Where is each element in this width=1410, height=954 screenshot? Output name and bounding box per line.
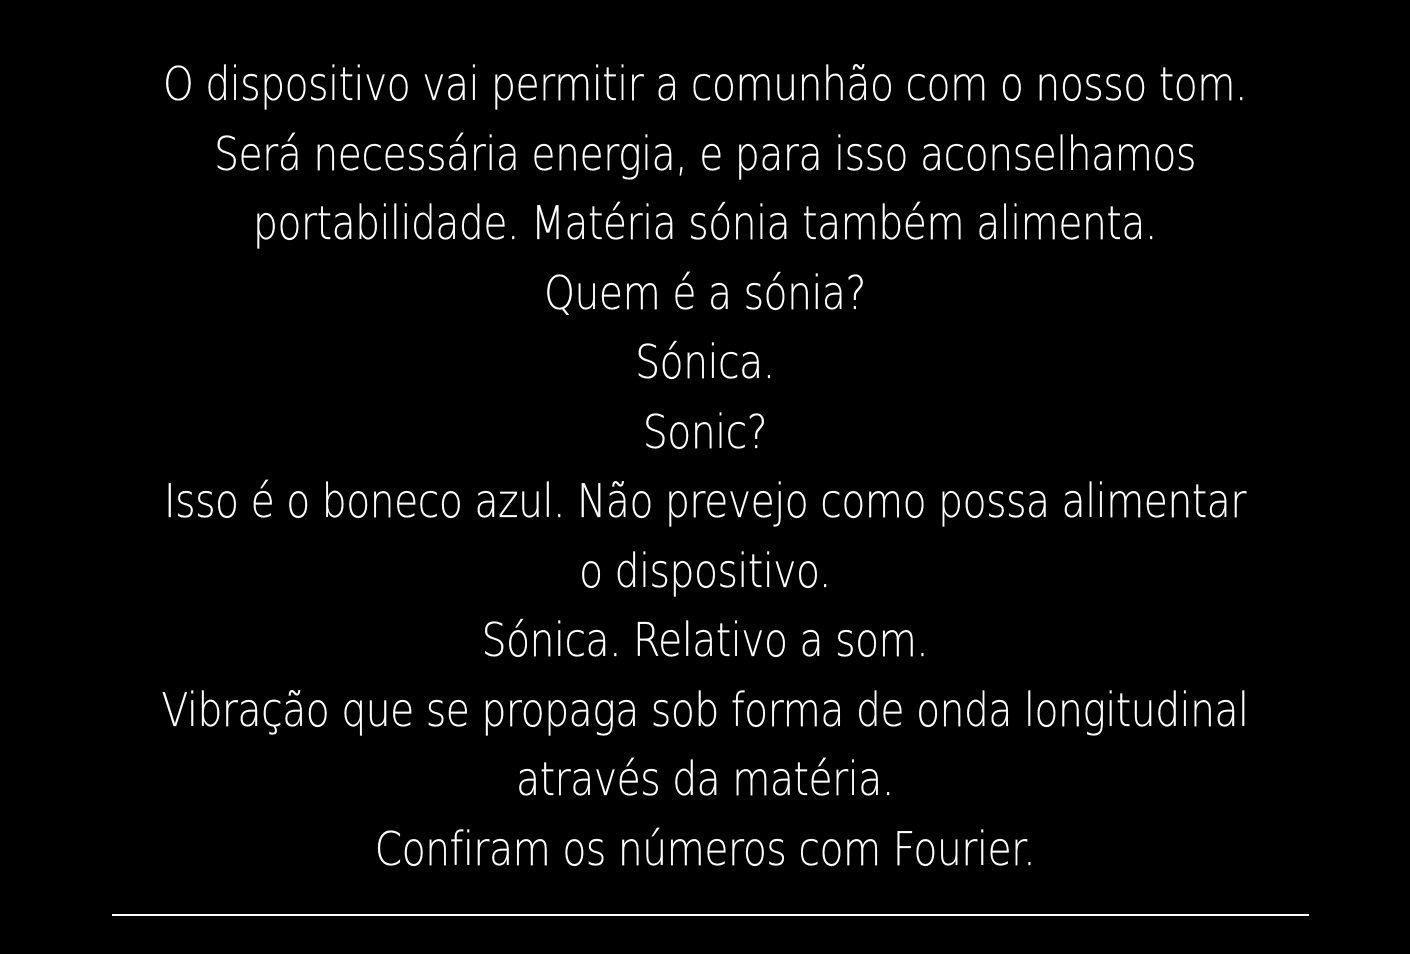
- text-line: O dispositivo vai permitir a comunhão com o nosso tom.: [162, 57, 1248, 111]
- text-line: Sónica.: [635, 335, 775, 389]
- text-line: o dispositivo.: [579, 543, 831, 598]
- text-line: Vibração que se propaga sob forma de onda longitudinal: [161, 682, 1249, 737]
- poem-text-block: [0, 50, 1410, 884]
- text-line: portabilidade. Matéria sónia também alimenta.: [253, 196, 1157, 250]
- horizontal-divider: [112, 914, 1309, 916]
- text-line: Isso é o boneco azul. Não prevejo como possa alimentar: [163, 474, 1247, 528]
- text-line: Será necessária energia, e para isso aconselhamos: [214, 126, 1196, 181]
- text-line: através da matéria.: [516, 752, 894, 806]
- text-line: Sónica. Relativo a som.: [481, 613, 929, 667]
- text-line: Confiram os números com Fourier.: [374, 821, 1036, 876]
- text-line: Quem é a sónia?: [544, 265, 866, 320]
- text-line: Sonic?: [642, 404, 768, 459]
